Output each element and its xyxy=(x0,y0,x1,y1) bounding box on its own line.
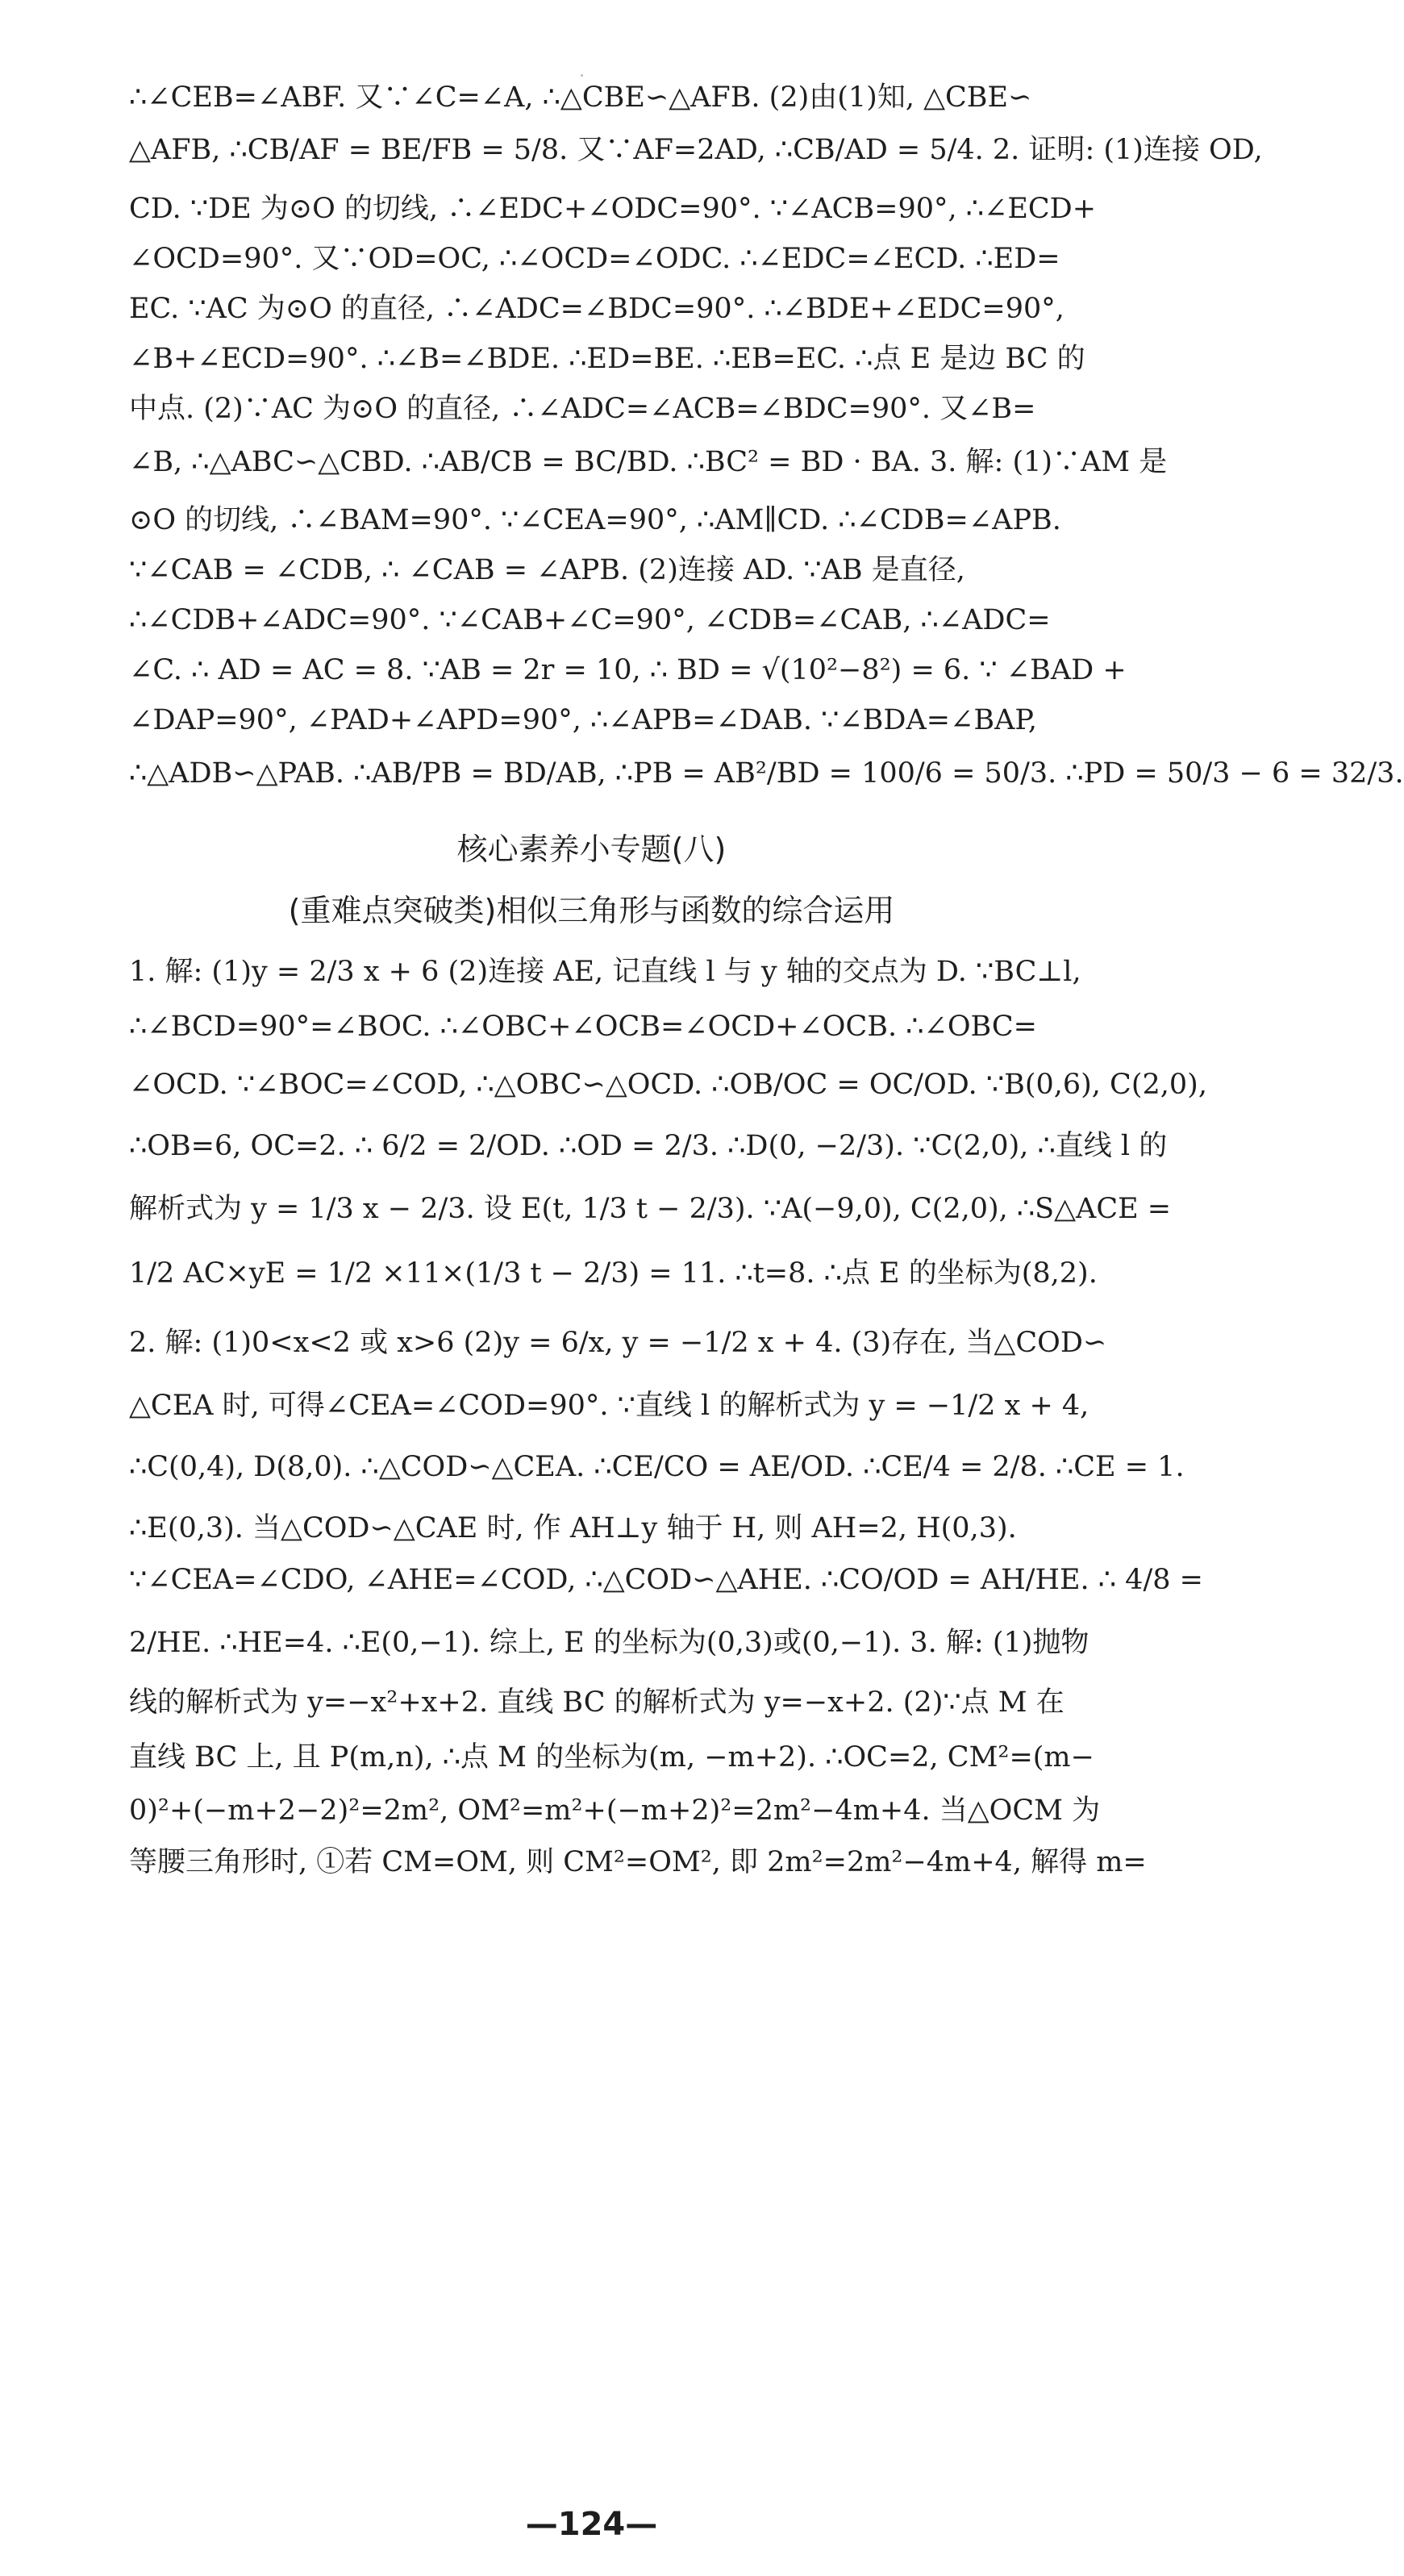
text-line: △CEA 时, 可得∠CEA=∠COD=90°. ∵直线 l 的解析式为 y = −1/2 x + 4, xyxy=(129,1390,1089,1422)
text-line: ∴∠CEB=∠ABF. 又∵∠C=∠A, ∴△CBE∽△AFB. (2)由(1)知, △CBE∽ xyxy=(129,81,1032,114)
text-line: EC. ∵AC 为⊙O 的直径, ∴∠ADC=∠BDC=90°. ∴∠BDE+∠EDC=90°, xyxy=(129,293,1064,325)
text-line: △AFB, ∴CB/AF = BE/FB = 5/8. 又∵AF=2AD, ∴CB/AD = 5/4. 2. 证明: (1)连接 OD, xyxy=(129,134,1263,166)
text-line: CD. ∵DE 为⊙O 的切线, ∴∠EDC+∠ODC=90°. ∵∠ACB=90°, ∴∠ECD+ xyxy=(129,193,1097,225)
scan-speck xyxy=(581,74,583,77)
text-line: ∵∠CEA=∠CDO, ∠AHE=∠COD, ∴△COD∽△AHE. ∴CO/OD = AH/HE. ∴ 4/8 = xyxy=(129,1564,1203,1596)
text-line: ∴C(0,4), D(8,0). ∴△COD∽△CEA. ∴CE/CO = AE/OD. ∴CE/4 = 2/8. ∴CE = 1. xyxy=(129,1451,1185,1483)
text-line: 1/2 AC×yE = 1/2 ×11×(1/3 t − 2/3) = 11. ∴t=8. ∴点 E 的坐标为(8,2). xyxy=(129,1257,1098,1290)
text-line: 中点. (2)∵AC 为⊙O 的直径, ∴∠ADC=∠ACB=∠BDC=90°. 又∠B= xyxy=(129,393,1036,425)
text-line: ⊙O 的切线, ∴∠BAM=90°. ∵∠CEA=90°, ∴AM∥CD. ∴∠CDB=∠APB. xyxy=(129,504,1061,536)
text-line: 线的解析式为 y=−x²+x+2. 直线 BC 的解析式为 y=−x+2. (2)∵点 M 在 xyxy=(129,1686,1064,1719)
text-line: ∠OCD. ∵∠BOC=∠COD, ∴△OBC∽△OCD. ∴OB/OC = OC/OD. ∵B(0,6), C(2,0), xyxy=(129,1069,1207,1101)
text-line: 直线 BC 上, 且 P(m,n), ∴点 M 的坐标为(m, −m+2). ∴OC=2, CM²=(m− xyxy=(129,1741,1094,1774)
text-line: ∴△ADB∽△PAB. ∴AB/PB = BD/AB, ∴PB = AB²/BD = 100/6 = 50/3. ∴PD = 50/3 − 6 = 32/3. xyxy=(129,757,1404,790)
section-heading: 核心素养小专题(八) xyxy=(456,832,727,867)
text-line: ∵∠CAB = ∠CDB, ∴ ∠CAB = ∠APB. (2)连接 AD. ∵AB 是直径, xyxy=(129,554,965,586)
text-line: 2. 解: (1)0<x<2 或 x>6 (2)y = 6/x, y = −1/2 x + 4. (3)存在, 当△COD∽ xyxy=(129,1327,1107,1359)
section-subheading: (重难点突破类)相似三角形与函数的综合运用 xyxy=(288,893,895,928)
text-line: 0)²+(−m+2−2)²=2m², OM²=m²+(−m+2)²=2m²−4m+4. 当△OCM 为 xyxy=(129,1794,1101,1827)
page-number: —124— xyxy=(525,2506,658,2543)
text-line: ∠DAP=90°, ∠PAD+∠APD=90°, ∴∠APB=∠DAB. ∵∠BDA=∠BAP, xyxy=(129,704,1037,736)
text-line: ∴∠BCD=90°=∠BOC. ∴∠OBC+∠OCB=∠OCD+∠OCB. ∴∠OBC= xyxy=(129,1011,1037,1043)
text-line: ∴OB=6, OC=2. ∴ 6/2 = 2/OD. ∴OD = 2/3. ∴D(0, −2/3). ∵C(2,0), ∴直线 l 的 xyxy=(129,1130,1168,1162)
text-line: ∠C. ∴ AD = AC = 8. ∵AB = 2r = 10, ∴ BD = √(10²−8²) = 6. ∵ ∠BAD + xyxy=(129,654,1127,686)
text-line: 1. 解: (1)y = 2/3 x + 6 (2)连接 AE, 记直线 l 与 y 轴的交点为 D. ∵BC⊥l, xyxy=(129,956,1081,988)
text-line: ∠B+∠ECD=90°. ∴∠B=∠BDE. ∴ED=BE. ∴EB=EC. ∴点 E 是边 BC 的 xyxy=(129,343,1085,375)
text-line: ∴E(0,3). 当△COD∽△CAE 时, 作 AH⊥y 轴于 H, 则 AH=2, H(0,3). xyxy=(129,1512,1017,1544)
text-line: ∠B, ∴△ABC∽△CBD. ∴AB/CB = BC/BD. ∴BC² = BD · BA. 3. 解: (1)∵AM 是 xyxy=(129,446,1168,478)
text-line: 2/HE. ∴HE=4. ∴E(0,−1). 综上, E 的坐标为(0,3)或(0,−1). 3. 解: (1)抛物 xyxy=(129,1627,1089,1659)
text-line: ∠OCD=90°. 又∵OD=OC, ∴∠OCD=∠ODC. ∴∠EDC=∠ECD. ∴ED= xyxy=(129,243,1060,275)
text-line: 等腰三角形时, ①若 CM=OM, 则 CM²=OM², 即 2m²=2m²−4m+4, 解得 m= xyxy=(129,1846,1147,1878)
text-line: ∴∠CDB+∠ADC=90°. ∵∠CAB+∠C=90°, ∠CDB=∠CAB, ∴∠ADC= xyxy=(129,604,1051,636)
text-line: 解析式为 y = 1/3 x − 2/3. 设 E(t, 1/3 t − 2/3). ∵A(−9,0), C(2,0), ∴S△ACE = xyxy=(129,1193,1172,1225)
